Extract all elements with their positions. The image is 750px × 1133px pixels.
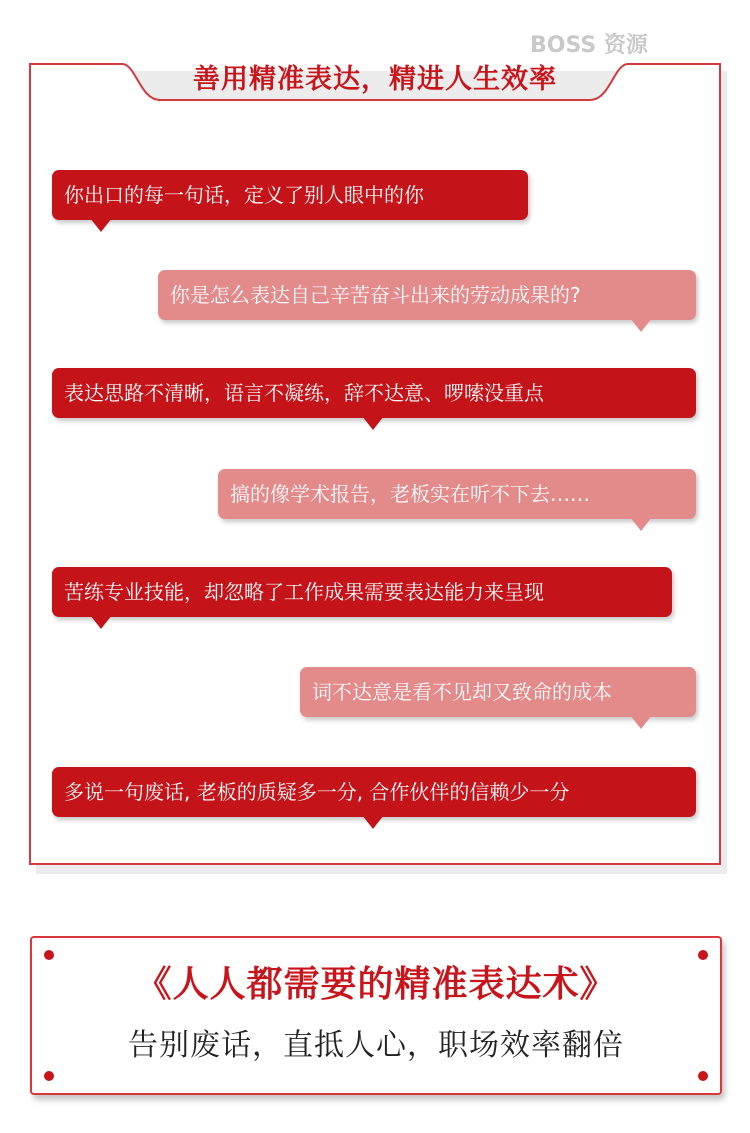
bubble-tail [362, 416, 384, 430]
bubble-text: 多说一句废话, 老板的质疑多一分, 合作伙伴的信赖少一分 [64, 780, 570, 804]
speech-bubble [52, 767, 696, 817]
speech-bubble [158, 270, 696, 320]
bubble-text: 你是怎么表达自己辛苦奋斗出来的劳动成果的? [170, 283, 581, 307]
bubble-text: 苦练专业技能，却忽略了工作成果需要表达能力来呈现 [64, 580, 544, 604]
speech-bubble [52, 170, 528, 220]
bubble-tail [90, 218, 112, 232]
corner-dot [698, 1071, 708, 1081]
bubble-text: 搞的像学术报告，老板实在听不下去…… [230, 482, 590, 506]
corner-dot [44, 1071, 54, 1081]
brand-logo: BOSS 资源 [530, 33, 648, 58]
bubble-tail [630, 517, 652, 531]
bubble-text: 表达思路不清晰，语言不凝练，辞不达意、啰嗦没重点 [64, 381, 544, 405]
bubble-tail [630, 318, 652, 332]
course-card [30, 936, 722, 1095]
panel-title: 善用精准表达，精进人生效率 [193, 64, 557, 95]
speech-bubble [52, 368, 696, 418]
speech-bubble [218, 469, 696, 519]
corner-dot [698, 950, 708, 960]
bubble-tail [630, 715, 652, 729]
bubble-text: 词不达意是看不见却又致命的成本 [312, 680, 612, 704]
course-title: 《人人都需要的精准表达术》 [135, 964, 617, 1005]
speech-bubble [300, 667, 696, 717]
speech-bubble [52, 567, 672, 617]
bubble-tail [90, 615, 112, 629]
corner-dot [44, 950, 54, 960]
course-subtitle: 告别废话，直抵人心，职场效率翻倍 [128, 1028, 624, 1063]
bubble-text: 你出口的每一句话，定义了别人眼中的你 [64, 183, 424, 207]
bubble-tail [362, 815, 384, 829]
